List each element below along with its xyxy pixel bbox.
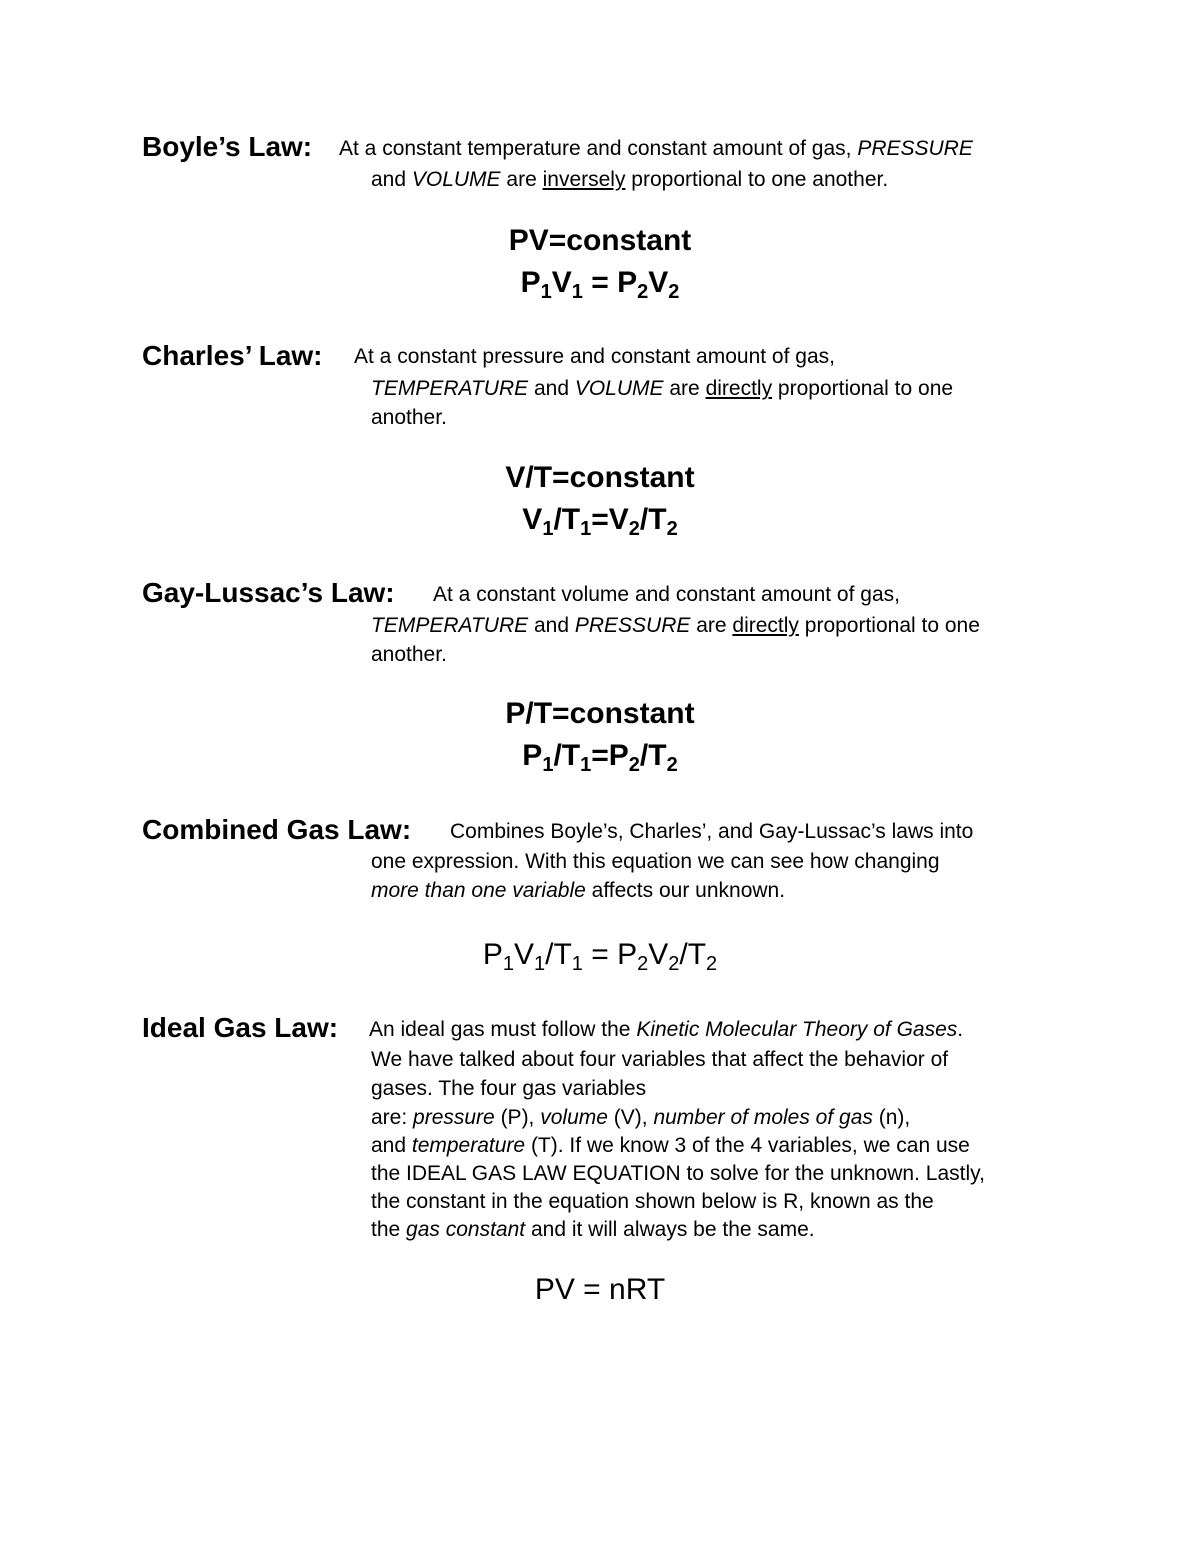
gaylussac-tail: proportional to one: [798, 614, 980, 637]
charles-directly: directly: [705, 377, 773, 400]
charles-desc-line3: another.: [371, 406, 447, 429]
ideal-desc-line6: the IDEAL GAS LAW EQUATION to solve for the unknown. Lastly,: [371, 1162, 985, 1185]
ideal-line1b: .: [957, 1018, 964, 1041]
ideal-v: (V),: [607, 1106, 654, 1129]
combined-title: Combined Gas Law:: [142, 814, 412, 845]
gaylussac-eq1: P/T=constant: [505, 697, 695, 730]
gaylussac-and: and: [528, 614, 575, 637]
charles-title: Charles’ Law:: [142, 340, 323, 371]
ideal-eq: PV = nRT: [534, 1273, 666, 1306]
boyle-eq1: PV=constant: [508, 224, 692, 257]
charles-temperature: TEMPERATURE: [371, 377, 529, 400]
ideal-desc-line1: [369, 1015, 963, 1045]
boyle-desc-line1: [339, 134, 973, 164]
ideal-line8tail: and it will always be the same.: [525, 1218, 815, 1241]
combined-desc-line2: one expression. With this equation we can see how changing: [371, 850, 940, 873]
charles-desc-line2: [371, 374, 953, 403]
ideal-desc-line4: [371, 1103, 910, 1132]
combined-desc-line1: Combines Boyle’s, Charles’, and Gay-Lussac’s laws into: [450, 820, 974, 843]
ideal-desc-line3: gases. The four gas variables: [371, 1077, 647, 1100]
gaylussac-are: are: [690, 614, 733, 637]
charles-desc-line1: At a constant pressure and constant amount of gas,: [354, 345, 835, 368]
boyle-title: Boyle’s Law:: [142, 131, 313, 162]
ideal-title: Ideal Gas Law:: [142, 1012, 339, 1043]
combined-italic: more than one variable: [371, 879, 586, 902]
ideal-pressure: pressure: [413, 1106, 495, 1129]
ideal-desc-line5: [371, 1131, 970, 1160]
gaylussac-desc-line2: [371, 611, 980, 640]
boyle-desc-line2: [371, 165, 888, 194]
gaylussac-eq2: $P_1/T_1=P_2/T_2$: [522, 739, 678, 776]
ideal-temperature: temperature: [411, 1134, 526, 1157]
charles-eq2: $V_1/T_1=V_2/T_2$: [522, 503, 678, 540]
ideal-t: (T). If we know 3 of the 4 variables, we can use: [525, 1134, 970, 1157]
boyle-pressure: PRESSURE: [857, 137, 973, 160]
gaylussac-directly: directly: [732, 614, 799, 637]
combined-eq: $P_1V_1/T_1 = P_2V_2/T_2$: [482, 938, 718, 975]
ideal-moles: number of moles of gas: [653, 1106, 873, 1129]
ideal-line1a: An ideal gas must follow the: [369, 1018, 637, 1041]
boyle-eq2: $P_1V_1 = P_2V_2$: [520, 266, 680, 303]
boyle-tail: proportional to one another.: [625, 168, 889, 191]
ideal-the: the: [371, 1218, 407, 1241]
charles-eq1: V/T=constant: [505, 461, 695, 494]
charles-are: are: [663, 377, 706, 400]
ideal-desc-line8: [371, 1215, 815, 1244]
boyle-are: are: [500, 168, 543, 191]
gaylussac-temperature: TEMPERATURE: [371, 614, 529, 637]
boyle-inversely: inversely: [542, 168, 626, 191]
charles-and: and: [528, 377, 575, 400]
ideal-n: (n),: [872, 1106, 911, 1129]
boyle-volume: VOLUME: [411, 168, 501, 191]
ideal-volume: volume: [540, 1106, 608, 1129]
charles-tail: proportional to one: [772, 377, 954, 400]
boyle-desc-text: At a constant temperature and constant amount of gas,: [339, 137, 858, 160]
ideal-desc-line2: We have talked about four variables that affect the behavior of: [371, 1048, 949, 1071]
ideal-kmt: Kinetic Molecular Theory of Gases: [636, 1018, 958, 1041]
ideal-are: are:: [371, 1106, 414, 1129]
gaylussac-desc-line3: another.: [371, 643, 447, 666]
ideal-and: and: [371, 1134, 412, 1157]
ideal-desc-line7: the constant in the equation shown below is R, known as the: [371, 1190, 934, 1213]
boyle-and: and: [371, 168, 412, 191]
ideal-gasconst: gas constant: [406, 1218, 526, 1241]
combined-desc-line3: [371, 876, 785, 905]
combined-tail: affects our unknown.: [585, 879, 786, 902]
gaylussac-title: Gay-Lussac’s Law:: [142, 577, 395, 608]
gaylussac-desc-line1: At a constant volume and constant amount of gas,: [433, 583, 900, 606]
gaylussac-pressure: PRESSURE: [574, 614, 691, 637]
charles-volume: VOLUME: [574, 377, 664, 400]
ideal-p: (P),: [494, 1106, 541, 1129]
